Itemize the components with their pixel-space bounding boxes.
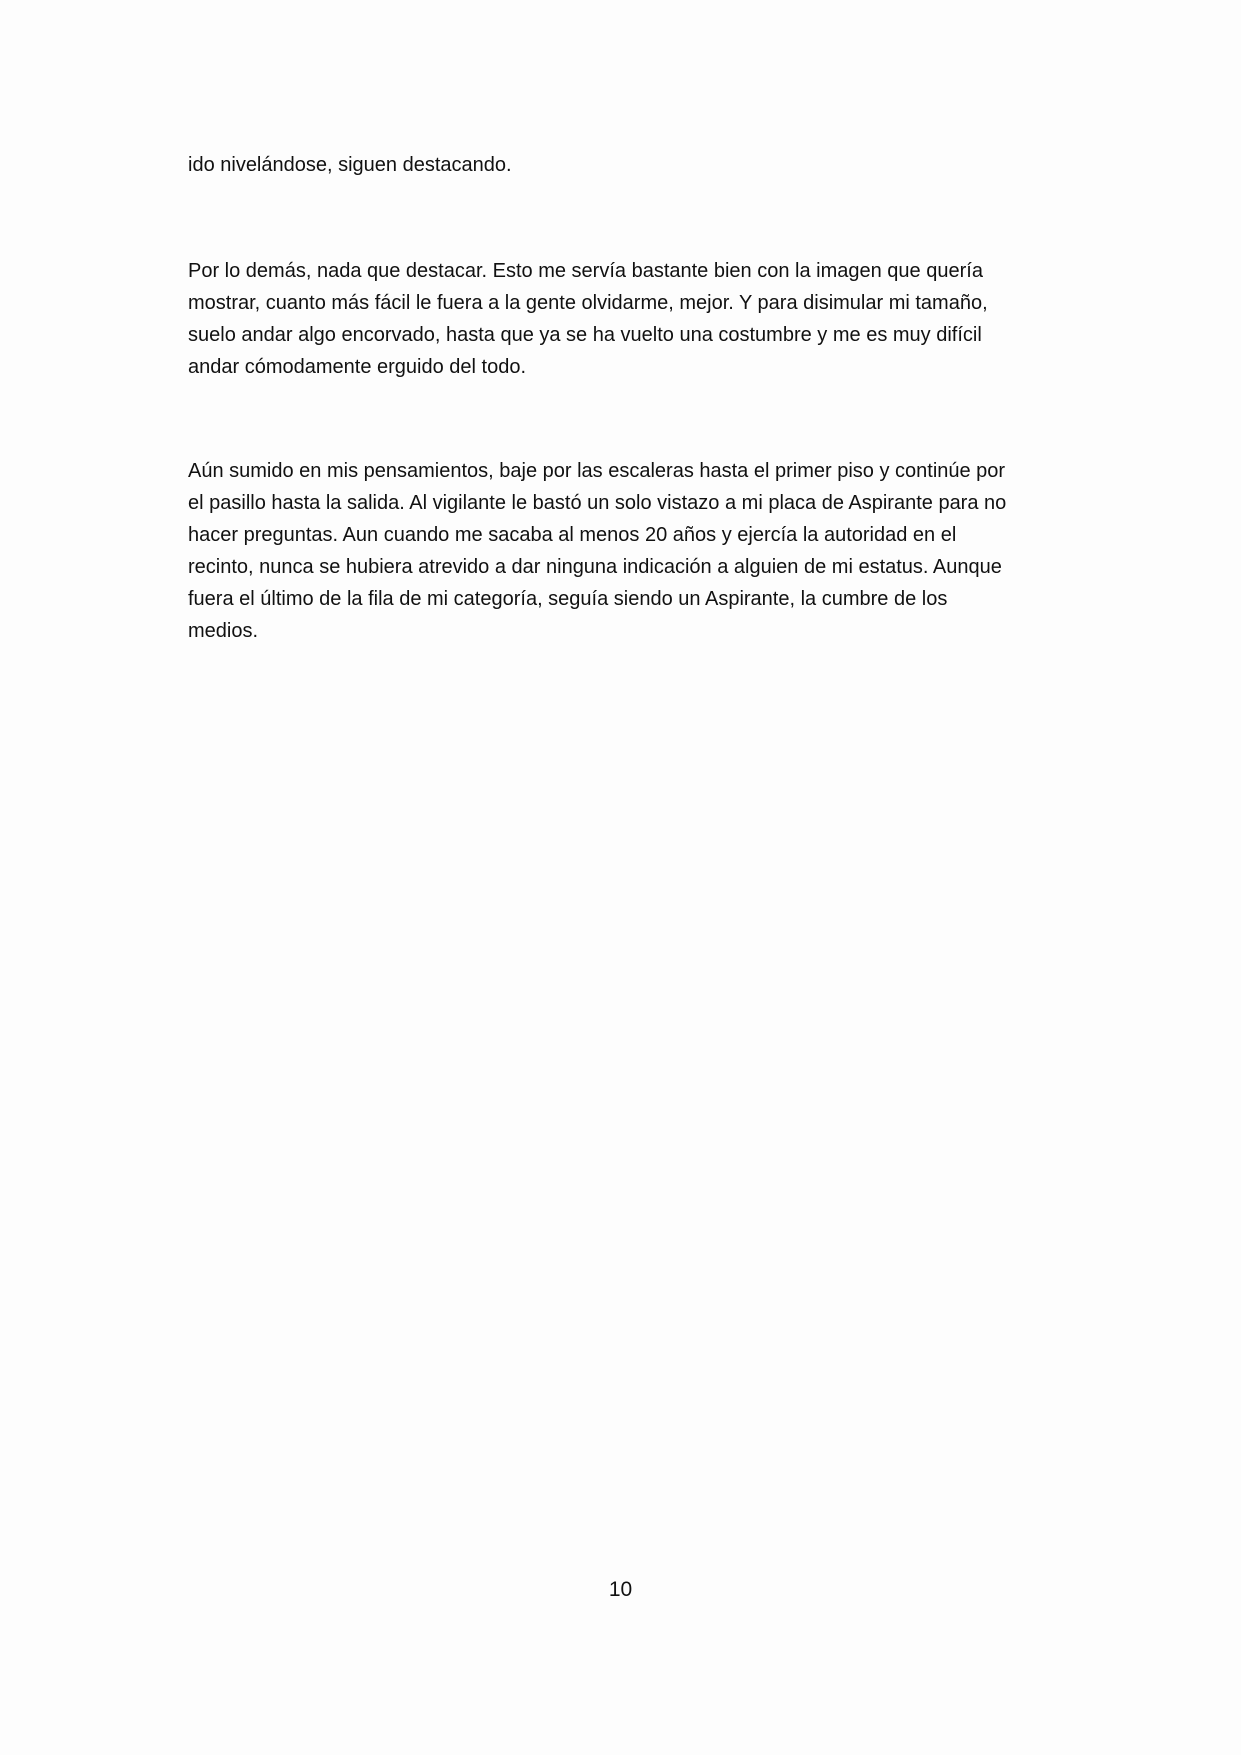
text-line: andar cómodamente erguido del todo. — [188, 356, 527, 378]
paragraph-2 — [188, 255, 1058, 383]
page-number: 10 — [608, 1578, 633, 1601]
text-line: medios. — [188, 620, 259, 642]
text-line: mostrar, cuanto más fácil le fuera a la gente olvidarme, mejor. Y para disimular mi tamaño, — [188, 292, 988, 314]
paragraph-1 — [188, 149, 1058, 181]
text-line: suelo andar algo encorvado, hasta que ya se ha vuelto una costumbre y me es muy difícil — [188, 324, 982, 346]
text-line: recinto, nunca se hubiera atrevido a dar ninguna indicación a alguien de mi estatus. Aunque — [188, 556, 1002, 578]
text-line: Por lo demás, nada que destacar. Esto me servía bastante bien con la imagen que quería — [188, 260, 983, 282]
text-line: el pasillo hasta la salida. Al vigilante le bastó un solo vistazo a mi placa de Aspirante para no — [188, 492, 1007, 514]
text-line: hacer preguntas. Aun cuando me sacaba al menos 20 años y ejercía la autoridad en el — [188, 524, 957, 546]
text-line: Aún sumido en mis pensamientos, baje por las escaleras hasta el primer piso y continúe por — [188, 460, 1006, 482]
text-line: ido nivelándose, siguen destacando. — [188, 154, 512, 176]
text-line: fuera el último de la fila de mi categoría, seguía siendo un Aspirante, la cumbre de los — [188, 588, 948, 610]
paragraph-3 — [188, 455, 1058, 647]
